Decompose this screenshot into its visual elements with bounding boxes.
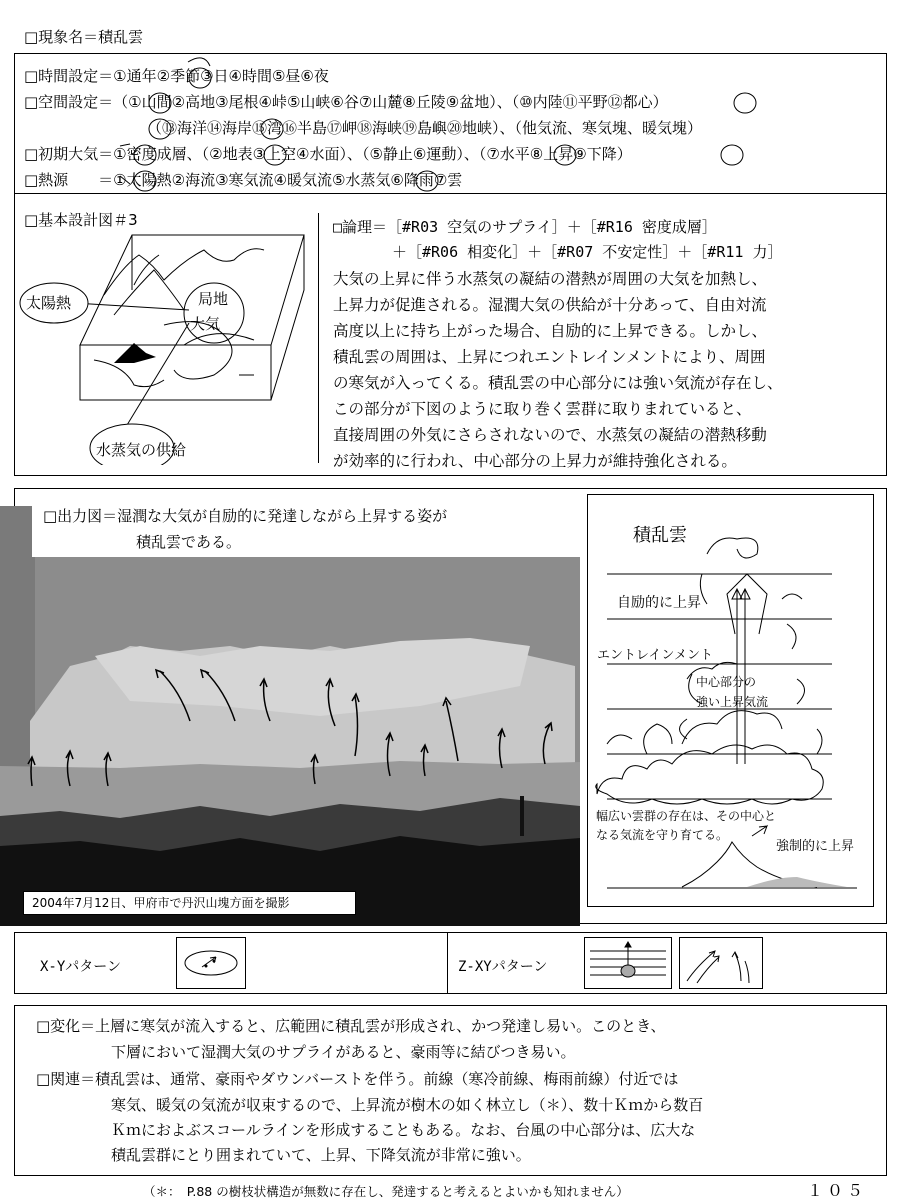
xy-pattern-label: X-Yパターン bbox=[40, 959, 122, 975]
atmosphere-setting: □初期大気＝①密度成層、（②地表③上空④水面）、（⑤静止⑥運動）、（⑦水平⑧上昇⑨下降） bbox=[24, 145, 632, 163]
label-entrainment: エントレインメント bbox=[597, 648, 713, 663]
design-divider bbox=[318, 213, 319, 463]
time-setting: □時間設定＝①通年②季節③日④時間⑤昼⑥夜 bbox=[24, 67, 329, 85]
label-core-2: 強い上昇気流 bbox=[696, 695, 769, 709]
output-title-panel bbox=[32, 497, 580, 557]
zxy-pattern-icon-1 bbox=[584, 937, 672, 989]
diagram-title: 積乱雲 bbox=[633, 525, 687, 546]
label-vapor-supply: 水蒸気の供給 bbox=[96, 441, 187, 459]
label-local-air-1: 局地 bbox=[198, 290, 229, 308]
design-illustration bbox=[14, 205, 314, 465]
logic-body-line: 上昇力が促進される。湿潤大気の供給が十分あって、自由対流 bbox=[333, 296, 767, 314]
change-line-2: 下層において湿潤大気のサプライがあると、豪雨等に結びつき易い。 bbox=[111, 1043, 576, 1061]
change-line-1: □変化＝上層に寒気が流入すると、広範囲に積乱雲が形成され、かつ発達し易い。このとき、 bbox=[36, 1017, 666, 1035]
logic-body-line: 高度以上に持ち上がった場合、自励的に上昇できる。しかし、 bbox=[333, 322, 768, 340]
logic-line-1: □論理＝［#R03 空気のサプライ］＋［#R16 密度成層］ bbox=[333, 218, 717, 236]
diagram-note-1: 幅広い雲群の存在は、その中心と bbox=[596, 809, 777, 823]
space-setting: □空間設定＝（①山間②高地③尾根④峠⑤山峡⑥谷⑦山麓⑧丘陵⑨盆地）、（⑩内陸⑪平野⑫都心） bbox=[24, 93, 668, 111]
logic-body-line: 積乱雲の周囲は、上昇につれエントレインメントにより、周囲 bbox=[333, 348, 766, 366]
page-number: １０５ bbox=[807, 1181, 868, 1200]
label-self-rise: 自励的に上昇 bbox=[617, 595, 701, 611]
label-local-air-2: 大気 bbox=[190, 315, 221, 333]
zxy-pattern-label: Z-XYパターン bbox=[458, 959, 548, 975]
logic-body-line: この部分が下図のように取り巻く雲群に取りまれていると、 bbox=[333, 400, 752, 418]
logic-body-line: 直接周囲の外気にさらされないので、水蒸気の凝結の潜熱移動 bbox=[333, 426, 767, 444]
label-sun-heat: 太陽熱 bbox=[26, 294, 72, 312]
relation-line-3: Ｋｍにおよぶスコールラインを形成することもある。なお、台風の中心部分は、広大な bbox=[111, 1121, 696, 1139]
logic-body-line: の寒気が入ってくる。積乱雲の中心部分には強い気流が存在し、 bbox=[333, 374, 783, 392]
heat-source-setting: □熱源 ＝①太陽熱②海流③寒気流④暖気流⑤水蒸気⑥降雨⑦雲 bbox=[24, 171, 463, 189]
photo-caption: 2004年7月12日、甲府市で丹沢山塊方面を撮影 bbox=[32, 896, 290, 910]
output-title-1: □出力図＝湿潤な大気が自励的に発達しながら上昇する姿が bbox=[43, 507, 448, 525]
logic-body-line: が効率的に行われ、中心部分の上昇力が維持強化される。 bbox=[333, 452, 737, 470]
patterns-divider bbox=[447, 932, 448, 994]
footnote: （＊： P.88 の樹枝状構造が無数に存在し、発達すると考えるとよいかも知れません） bbox=[143, 1184, 629, 1199]
label-forced-rise: 強制的に上昇 bbox=[776, 839, 855, 854]
relation-line-2: 寒気、暖気の気流が収束するので、上昇流が樹木の如く林立し（＊）、数十Ｋｍから数百 bbox=[111, 1096, 704, 1114]
diagram-note-2: なる気流を守り育てる。 bbox=[596, 828, 729, 842]
logic-body bbox=[333, 266, 783, 474]
output-title-2: 積乱雲である。 bbox=[136, 533, 242, 551]
relation-line-1: □関連＝積乱雲は、通常、豪雨やダウンバーストを伴う。前線（寒冷前線、梅雨前線）付近では bbox=[36, 1070, 679, 1088]
label-core-1: 中心部分の bbox=[696, 675, 757, 689]
page-title: □現象名＝積乱雲 bbox=[24, 28, 144, 46]
design-title: □基本設計図＃3 bbox=[24, 211, 138, 229]
logic-line-2: ＋［#R06 相変化］＋［#R07 不安定性］＋［#R11 力］ bbox=[392, 243, 783, 261]
xy-pattern-icon bbox=[176, 937, 246, 989]
logic-body-line: 大気の上昇に伴う水蒸気の凝結の潜熱が周囲の大気を加熱し、 bbox=[333, 270, 768, 288]
selection-marks bbox=[0, 0, 900, 200]
cumulonimbus-photo bbox=[0, 506, 580, 926]
relation-line-4: 積乱雲群にとり囲まれていて、上昇、下降気流が非常に強い。 bbox=[111, 1146, 531, 1164]
space-setting-2: （⑬海洋⑭海岸⑮湾⑯半島⑰岬⑱海峡⑲島嶼⑳地峡）、（他気流、寒気塊、暖気塊） bbox=[147, 119, 703, 137]
zxy-pattern-icon-2 bbox=[679, 937, 763, 989]
